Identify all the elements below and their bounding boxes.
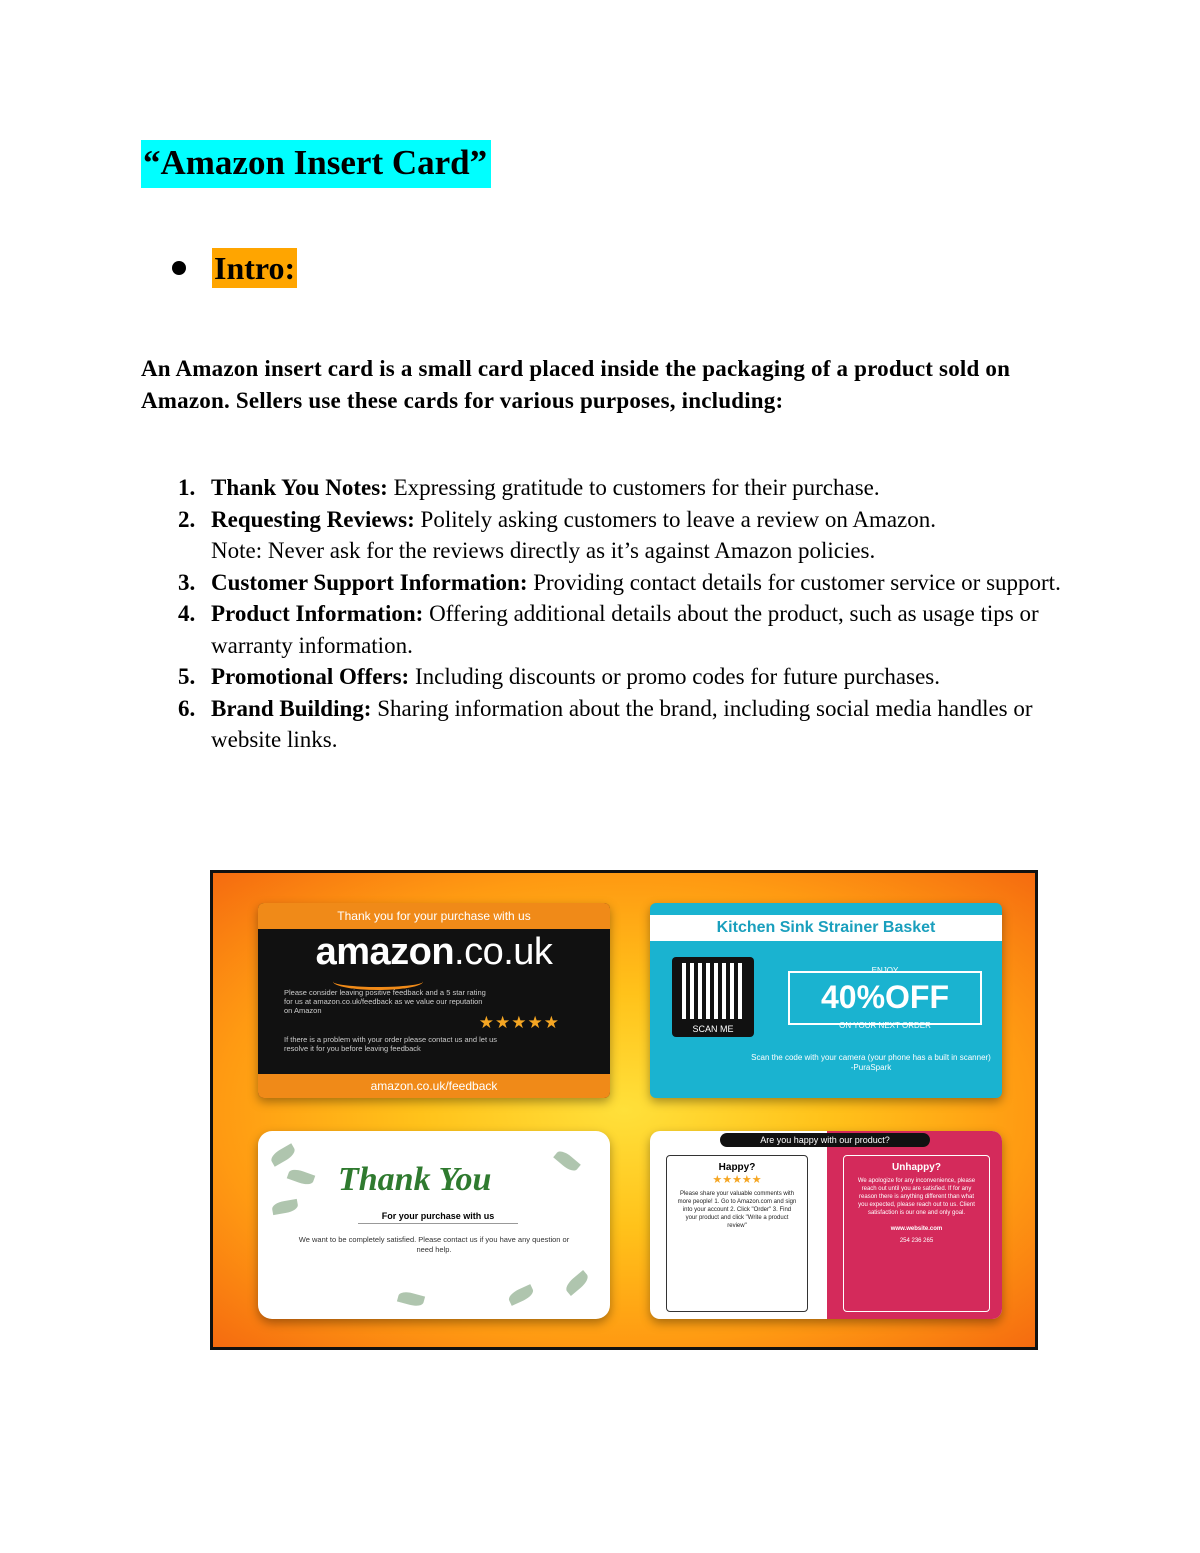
list-text: Expressing gratitude to customers for their purchase. [387,475,880,500]
insert-card-examples-image [210,870,1038,1350]
list-item [141,472,1071,504]
list-item [141,693,1071,756]
happy-box [666,1155,808,1312]
list-note: Note: Never ask for the reviews directly as it’s against Amazon policies. [211,538,876,563]
list-label: Promotional Offers: [211,664,410,689]
list-number: 4. [178,601,196,626]
lead-paragraph: An Amazon insert card is a small card placed inside the packaging of a product sold on Amazon. Sellers use these cards for various purposes, including: [141,356,1011,413]
leaf-icon [507,1284,536,1306]
list-item [141,567,1071,599]
offer-box [788,966,982,1030]
document-title: “Amazon Insert Card” [141,140,491,188]
list-text: Sharing information about the brand, including social media handles or website links. [211,695,1033,752]
qr-code-icon [672,957,754,1037]
for-purchase-label: For your purchase with us [358,1211,518,1224]
list-number: 3. [178,569,196,595]
leaf-icon [269,1143,298,1166]
intro-row [172,248,297,288]
happy-question: Are you happy with our product? [720,1133,930,1147]
unhappy-text: We apologize for any inconvenience, please reach out until you are satisfied. If for any reason there is anything different than what you expected, please reach out to us. Client satisfaction is our one and only goal. [857,1178,976,1216]
card2-body [650,951,1002,1098]
logo-main: amazon [315,931,455,973]
leaf-icon [563,1270,591,1296]
phone-text: 254 236 265 [899,1238,934,1244]
list-text: Politely asking customers to leave a review on Amazon. [414,506,937,532]
thank-you-script: Thank You [338,1161,492,1198]
list-number: 2. [178,506,196,532]
next-order-label: ON YOUR NEXT ORDER [839,1021,931,1030]
website-text: www.website.com [890,1226,943,1232]
list-label: Thank You Notes: [211,475,388,500]
purpose-list [141,472,1071,756]
leaf-icon [287,1167,316,1187]
card2-header: Kitchen Sink Strainer Basket [650,915,1002,941]
unhappy-box [843,1155,990,1312]
card1-text1: Please consider leaving positive feedback and a 5 star rating for us at amazon.co.uk/feedback as we value our reputation on Amazon [284,988,486,1015]
amazon-feedback-card [258,903,610,1098]
list-label: Requesting Reviews: [211,506,415,532]
discount-card [650,903,1002,1098]
card1-text2: If there is a problem with your order please contact us and let us resolve it for you before leaving feedback [284,1035,498,1053]
leaf-icon [553,1148,581,1174]
leaf-icon [271,1199,299,1215]
list-item [141,661,1071,693]
list-text: Offering additional details about the product, such as usage tips or warranty information. [211,601,1039,658]
thank-you-card [258,1131,610,1319]
list-label: Customer Support Information: [211,569,528,595]
bullet-icon [172,261,186,275]
list-label: Product Information: [211,601,424,626]
amazon-smile-icon [333,973,423,990]
stars-icon: ★★★★★ [478,1013,560,1032]
list-label: Brand Building: [211,695,372,721]
card1-bottom-band: amazon.co.uk/feedback [258,1074,610,1098]
offer-text: 40%OFF [820,979,950,1015]
satisfaction-text: We want to be completely satisfied. Please contact us if you have any question or need help. [298,1235,570,1254]
list-item [141,504,1071,567]
scan-instructions: Scan the code with your camera (your phone has a built in scanner) -PuraSpark [751,1053,991,1072]
qr-pattern [682,963,744,1019]
stars-icon: ★★★★★ [712,1174,762,1186]
happy-unhappy-card [650,1131,1002,1319]
happy-text: Please share your valuable comments with more people! 1. Go to Amazon.com and sign into your account 2. Click "Order" 3. Find your product and click "Write a product review" [677,1191,797,1229]
happy-heading: Happy? [718,1162,756,1173]
logo-tld: .co.uk [454,931,553,973]
list-number: 1. [178,475,196,500]
card1-top-band: Thank you for your purchase with us [258,903,610,929]
list-text: Providing contact details for customer service or support. [527,569,1061,595]
enjoy-label: ENJOY [871,966,899,975]
list-number: 6. [178,695,196,721]
list-number: 5. [178,664,196,689]
intro-heading: Intro: [214,250,296,286]
list-item [141,598,1071,661]
leaf-icon [397,1290,425,1308]
unhappy-heading: Unhappy? [892,1162,941,1173]
amazon-logo [258,931,610,974]
list-text: Including discounts or promo codes for future purchases. [409,664,941,689]
scan-me-label: SCAN ME [692,1024,734,1034]
